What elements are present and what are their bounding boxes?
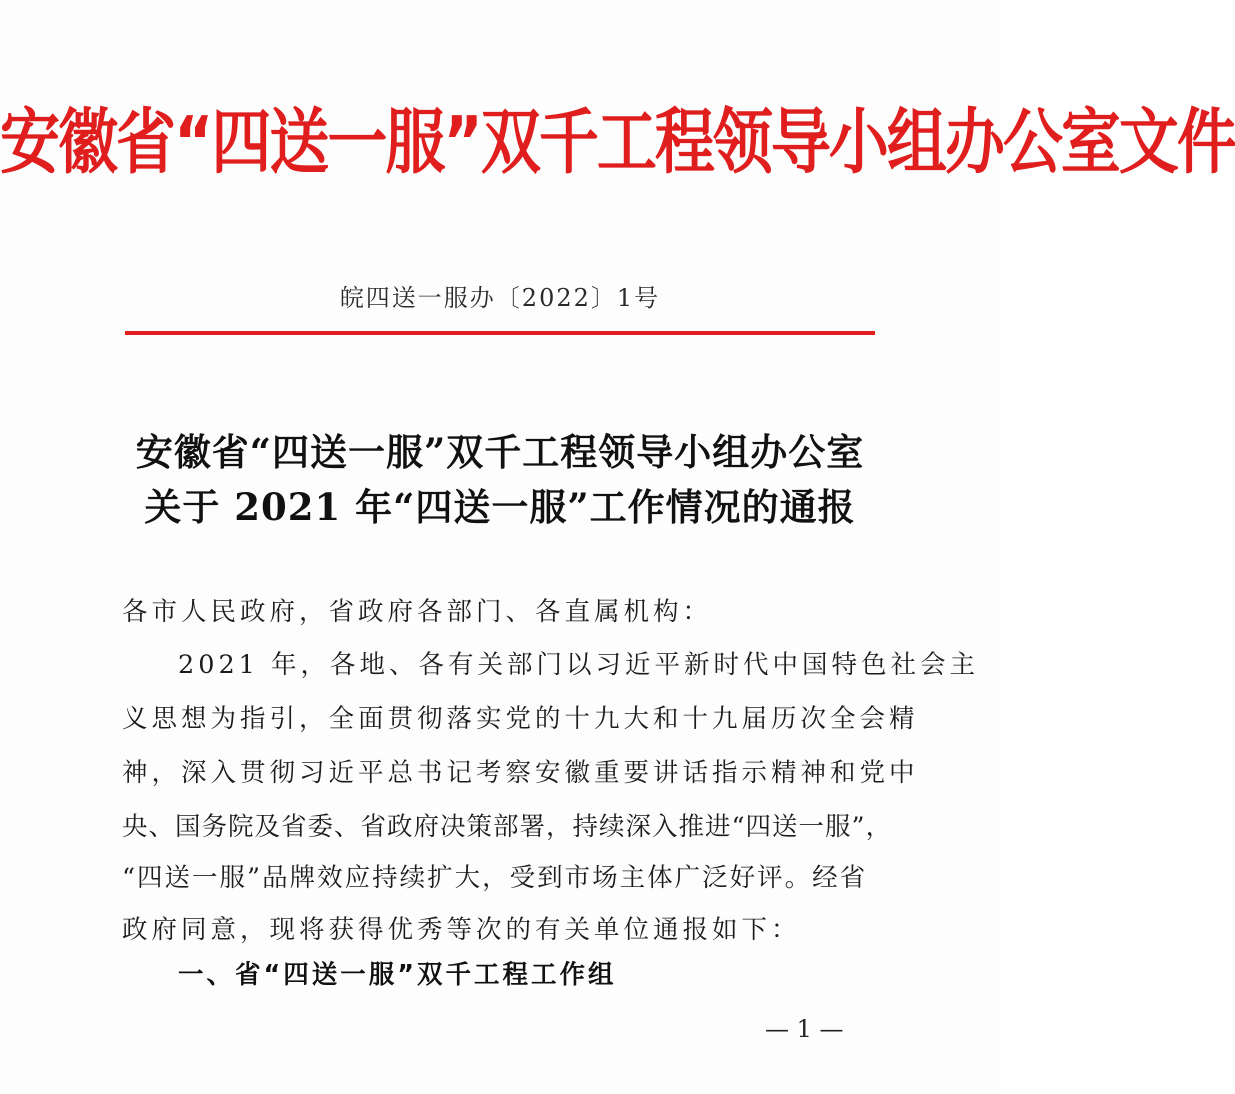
addressee-line: 各市人民政府，省政府各部门、各直属机构：	[122, 597, 713, 627]
document-title-line-2: 关于 2021 年“四送一服”工作情况的通报	[144, 485, 856, 529]
paragraph-line: 央、国务院及省委、省政府决策部署，持续深入推进“四送一服”，	[122, 812, 893, 842]
paragraph-line: 2021 年，各地、各有关部门以习近平新时代中国特色社会主	[178, 650, 980, 680]
document-title-line-1: 安徽省“四送一服”双千工程领导小组办公室	[135, 430, 865, 474]
section-heading: 一、省“四送一服”双千工程工作组	[178, 960, 617, 990]
issuer-red-header: 安徽省“四送一服”双千工程领导小组办公室文件	[0, 101, 1235, 185]
paragraph-line: 义思想为指引，全面贯彻落实党的十九大和十九届历次全会精	[122, 704, 919, 734]
document-number: 皖四送一服办〔2022〕1号	[339, 284, 661, 312]
red-separator-line	[125, 331, 875, 335]
paragraph-line: “四送一服”品牌效应持续扩大，受到市场主体广泛好评。经省	[122, 863, 868, 893]
paragraph-line: 政府同意，现将获得优秀等次的有关单位通报如下：	[122, 915, 801, 945]
paragraph-line: 神，深入贯彻习近平总书记考察安徽重要讲话指示精神和党中	[122, 758, 919, 788]
page-number: — 1 —	[765, 1015, 844, 1043]
